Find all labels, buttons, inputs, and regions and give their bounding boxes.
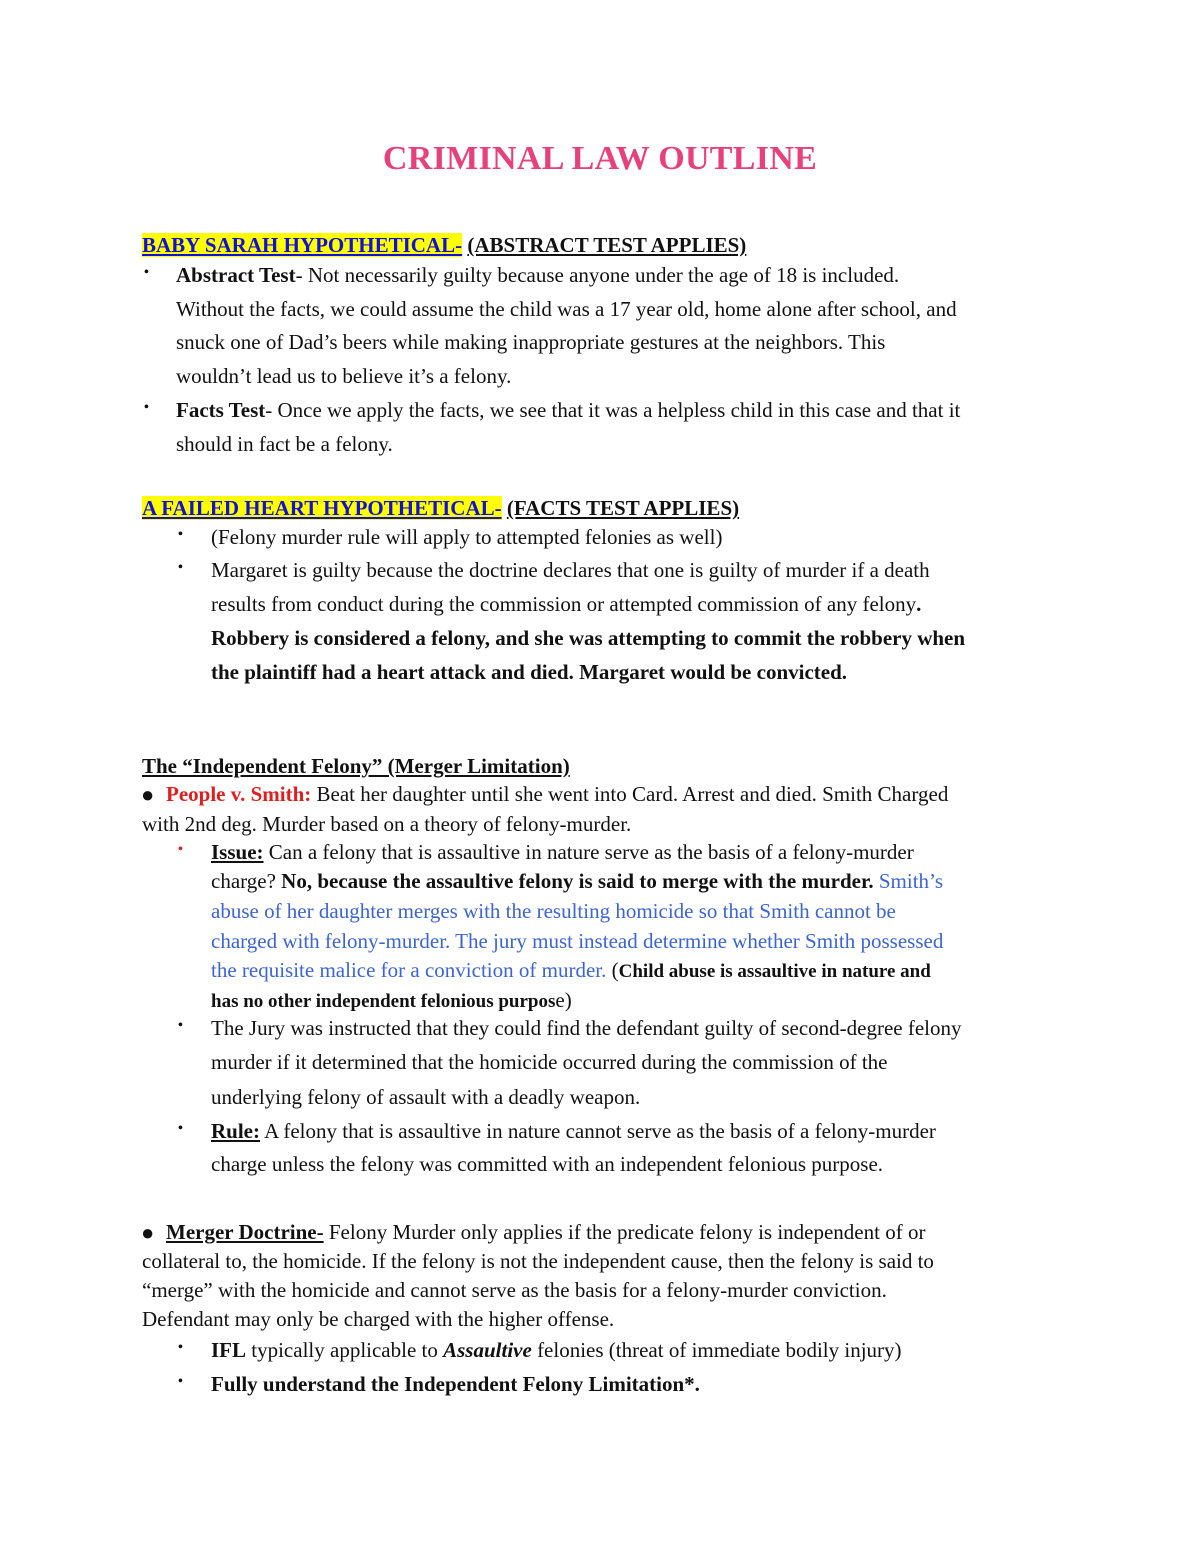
bullet-icon: • <box>178 560 183 575</box>
text-line <box>211 871 943 892</box>
text-line: Defendant may only be charged with the higher offense. <box>142 1307 615 1331</box>
bullet-icon: ● <box>141 782 155 807</box>
list-item: (Felony murder rule will apply to attempted felonies as well) <box>211 525 723 549</box>
text: results from conduct during the commission or attempted commission of any felony <box>211 592 917 616</box>
text: No, because the assaultive felony is said to merge with the murder. <box>281 869 874 893</box>
text-line: collateral to, the homicide. If the felony is not the independent cause, then the felony is said to <box>142 1249 934 1273</box>
text: Smith’s <box>873 869 944 893</box>
text: - Once we apply the facts, we see that it was a helpless child in this case and that it <box>265 398 961 422</box>
heading-highlight: BABY SARAH HYPOTHETICAL- <box>142 233 463 257</box>
bullet-icon: • <box>178 842 183 857</box>
list-item: The Jury was instructed that they could find the defendant guilty of second-degree felony <box>211 1016 962 1040</box>
text-line-bold: the plaintiff had a heart attack and died. Margaret would be convicted. <box>211 660 848 684</box>
text: has no other independent felonious purpos <box>211 991 556 1012</box>
heading-paren: (FACTS TEST APPLIES) <box>506 496 740 520</box>
text-line <box>211 594 921 615</box>
text-line: with 2nd deg. Murder based on a theory of felony-murder. <box>142 812 632 836</box>
text-line: snuck one of Dad’s beers while making inappropriate gestures at the neighbors. This <box>176 330 886 354</box>
text: ( <box>606 958 619 982</box>
case-name: People v. Smith: <box>166 782 312 806</box>
text-line: “merge” with the homicide and cannot serve as the basis for a felony-murder conviction. <box>142 1278 887 1302</box>
list-item <box>176 265 899 286</box>
text-line <box>211 960 931 981</box>
bullet-icon: • <box>144 265 149 280</box>
text-line <box>211 990 572 1011</box>
term-label: Facts Test <box>176 398 266 422</box>
term-label: Rule: <box>211 1119 260 1143</box>
text: - Not necessarily guilty because anyone under the age of 18 is included. <box>295 263 900 287</box>
section-heading-baby-sarah <box>142 233 746 258</box>
bullet-icon: • <box>178 1340 183 1355</box>
list-item <box>176 400 960 421</box>
list-item <box>166 1222 925 1243</box>
term-label: Merger Doctrine- <box>166 1220 324 1244</box>
list-item <box>211 1340 902 1361</box>
bullet-icon: • <box>178 1374 183 1389</box>
heading-highlight: A FAILED HEART HYPOTHETICAL- <box>142 496 502 520</box>
text: Child abuse is assaultive in nature and <box>618 961 931 982</box>
bullet-icon: • <box>144 400 149 415</box>
heading-paren: (ABSTRACT TEST APPLIES) <box>467 233 747 257</box>
text-line-bold: Robbery is considered a felony, and she was attempting to commit the robbery when <box>211 626 966 650</box>
text: Beat her daughter until she went into Card. Arrest and died. Smith Charged <box>311 782 949 806</box>
section-heading-failed-heart <box>142 496 739 521</box>
text: typically applicable to <box>246 1338 444 1362</box>
text-line: wouldn’t lead us to believe it’s a felony. <box>176 364 512 388</box>
text-line: should in fact be a felony. <box>176 432 393 456</box>
text: the requisite malice for a conviction of murder. <box>211 958 607 982</box>
text: Assaultive <box>443 1338 532 1362</box>
text-line: underlying felony of assault with a deadly weapon. <box>211 1085 641 1109</box>
term-label: Abstract Test <box>176 263 296 287</box>
list-item <box>211 1121 936 1142</box>
term-label: Issue: <box>211 840 264 864</box>
list-item: Margaret is guilty because the doctrine declares that one is guilty of murder if a death <box>211 558 930 582</box>
text-line: murder if it determined that the homicide occurred during the commission of the <box>211 1050 888 1074</box>
text-line: Without the facts, we could assume the child was a 17 year old, home alone after school, and <box>176 297 957 321</box>
bullet-icon: • <box>178 1121 183 1136</box>
text: charge? <box>211 869 282 893</box>
list-item <box>211 842 914 863</box>
text: A felony that is assaultive in nature cannot serve as the basis of a felony-murder <box>260 1119 936 1143</box>
text: Can a felony that is assaultive in nature serve as the basis of a felony-murder <box>263 840 914 864</box>
section-heading-independent-felony: The “Independent Felony” (Merger Limitation) <box>142 754 570 778</box>
list-item: Fully understand the Independent Felony Limitation*. <box>211 1372 700 1396</box>
text: . <box>916 592 922 616</box>
text: felonies (threat of immediate bodily injury) <box>531 1338 902 1362</box>
text-line-blue: abuse of her daughter merges with the resulting homicide so that Smith cannot be <box>211 899 896 923</box>
text-line: charge unless the felony was committed with an independent felonious purpose. <box>211 1152 884 1176</box>
list-item <box>166 784 948 805</box>
page-title: CRIMINAL LAW OUTLINE <box>382 140 818 177</box>
text: Felony Murder only applies if the predicate felony is independent of or <box>323 1220 926 1244</box>
text: IFL <box>211 1338 247 1362</box>
text: e) <box>555 988 572 1012</box>
bullet-icon: • <box>178 1018 183 1033</box>
bullet-icon: ● <box>141 1220 155 1245</box>
bullet-icon: • <box>178 527 183 542</box>
text-line-blue: charged with felony-murder. The jury must instead determine whether Smith possessed <box>211 929 944 953</box>
